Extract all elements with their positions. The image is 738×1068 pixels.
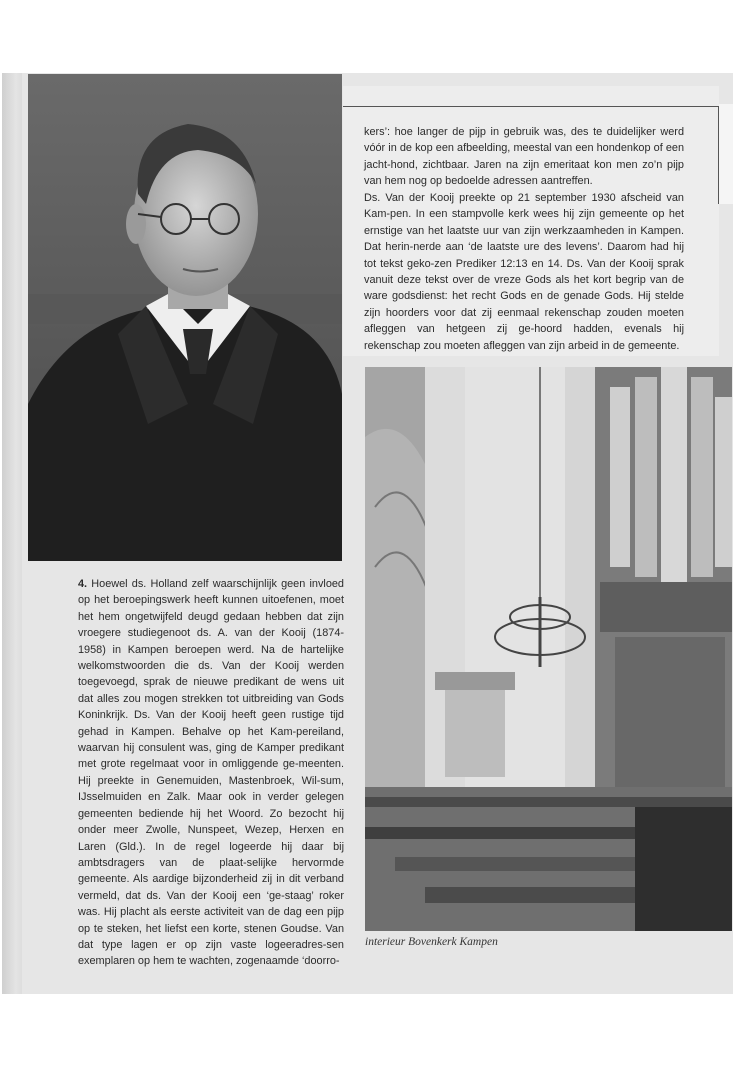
- book-spine: [2, 73, 22, 994]
- paragraph-continued: kers’: hoe langer de pijp in gebruik was, des te duidelijker werd vóór in de kop een afbeelding, meestal van een hondenkop of een jacht-hond, zichtbaar. Jaren na zijn emeritaat kon men zo’n pijp van hem nog op bedoelde adressen aantreffen.: [364, 126, 684, 188]
- photo-caption: interieur Bovenkerk Kampen: [365, 936, 498, 948]
- paragraph-number: 4.: [78, 578, 88, 590]
- portrait-photo: [28, 74, 342, 561]
- page-edge-tab: [719, 104, 733, 204]
- church-interior-photo: [365, 367, 732, 931]
- paragraph-farewell: Ds. Van der Kooij preekte op 21 september 1930 afscheid van Kam-pen. In een stampvolle kerk wees hij zijn gemeente op het ernstige van het laatste uur van zijn werkzaamheden in Kampen. Dat herin-nerde aan ‘de laatste ure des levens’. Daarom had hij tot tekst geko-zen Prediker 12:13 en 14. Ds. Van der Kooij sprak vanuit deze tekst over de vreze Gods als het kort begrip van de ware godsdienst: het recht Gods en de genade Gods. Hij stelde zijn hoorders voor dat zij eenmaal rekenschap zouden moeten afleggen van hetgeen zij ge-hoord hadden, evenals hij rekenschap zou moeten afleggen van zijn arbeid in de gemeente.: [364, 192, 684, 352]
- paragraph-4: [78, 576, 344, 970]
- paragraph-4-text: Hoewel ds. Holland zelf waarschijnlijk geen invloed op het beroepingswerk heeft kunnen uitoefenen, moet het hem ongetwijfeld deugd gedaan hebben dat zijn vroegere studiegenoot ds. A. van der Kooij (1874-1958) in Kampen beroepen werd. Na de hartelijke welkomstwoorden die ds. Van der Kooij werden toegevoegd, sprak de nieuwe predikant de wens uit dat alles zou mogen strekken tot uitbreiding van Gods Koninkrijk. Ds. Van der Kooij heeft geen rustige tijd gehad in Kampen. Behalve op het Kam-pereiland, waarvan hij consulent was, ging de Kamper predikant met grote regelmaat voor in omliggende ge-meenten. Hij preekte in Genemuiden, Mastenbroek, Wil-sum, IJsselmuiden en Zalk. Maar ook in verder gelegen gemeenten bediende hij het Woord. Zo bezocht hij onder meer Zwolle, Nunspeet, Wezep, Herxen en Laren (Gld.). In de regel logeerde hij daar bij ambtsdragers van de plaat-selijke hervormde gemeente. Als aardige bijzonderheid zij in dit verband vermeld, dat ds. Van der Kooij een ‘ge-staag’ roker was. Hij placht als eerste activiteit van de dag een pijp op te steken, het liefst een korte, stenen Goudse. Van dat type lagen er op zijn vaste logeeradres-sen exemplaren op hem te wachten, zogenaamde ‘doorro-: [78, 578, 344, 968]
